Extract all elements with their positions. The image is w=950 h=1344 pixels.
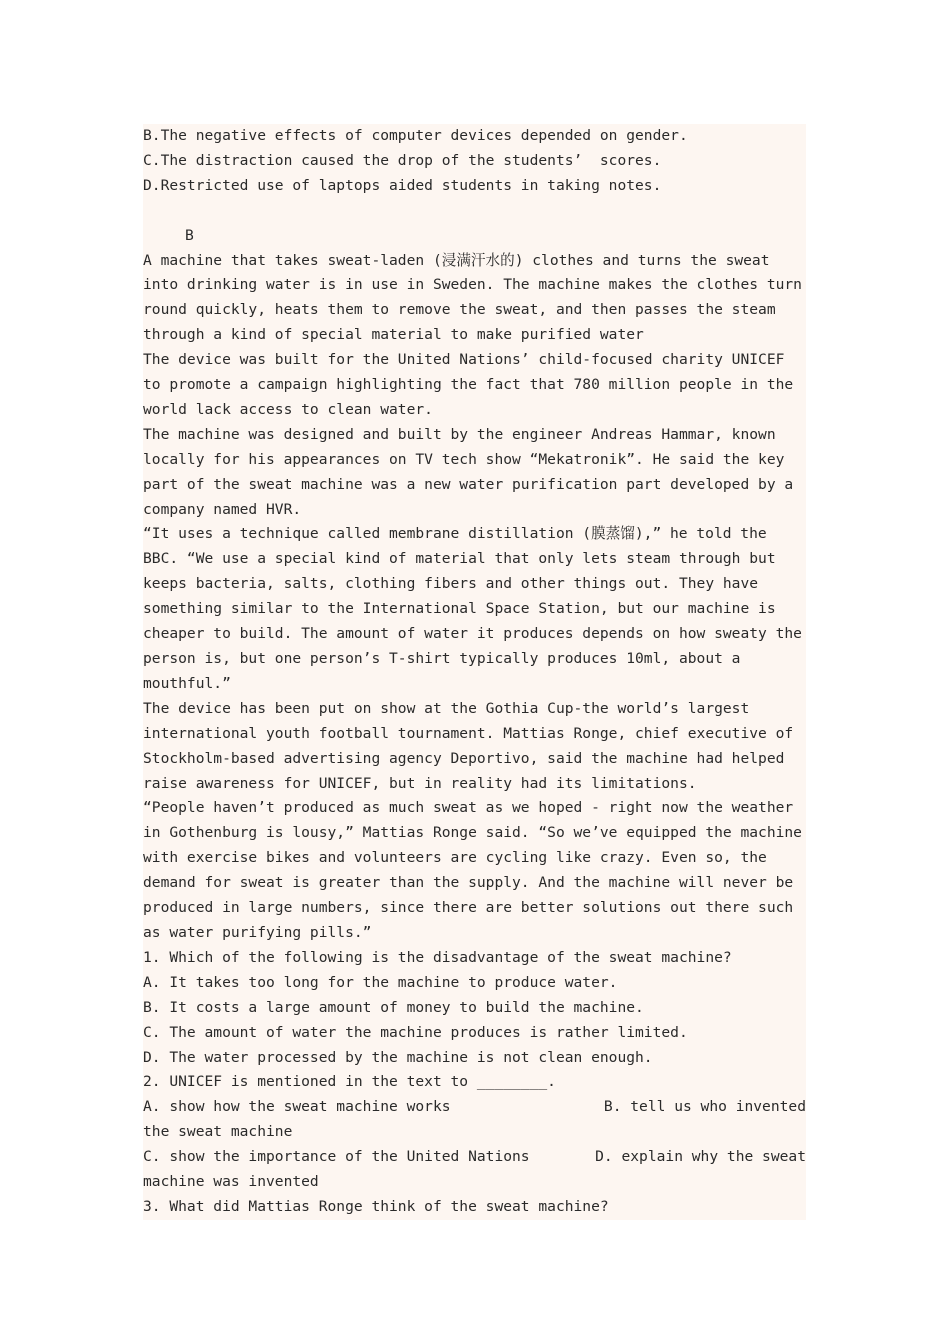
question-2-option-c: C. show the importance of the United Nations [143,1148,530,1166]
passage-paragraph-1: A machine that takes sweat-laden (浸满汗水的) clothes and turns the sweat into drinking water is in use in Sweden. The machine makes the clothes turn round quickly, heats them to remove the sweat, and then passes the steam through a kind of special material to make purified water [143,251,802,344]
question-2-option-b-continued: the sweat machine [143,1123,293,1141]
question-3-stem: 3. What did Mattias Ronge think of the sweat machine? [143,1197,609,1215]
question-1-option-a: A. It takes too long for the machine to produce water. [143,973,618,991]
passage-paragraph-5: The device has been put on show at the Gothia Cup-the world’s largest international youth football tournament. Mattias Ronge, chief executive of Stockholm-based advertising agency Deportivo, said the machine had helped raise awareness for UNICEF, but in reality had its limitations. [143,699,794,792]
passage-paragraph-4: “It uses a technique called membrane distillation (膜蒸馏),” he told the BBC. “We use a special kind of material that only lets steam through but keeps bacteria, salts, clothing fibers and other things out. They have something similar to the International Space Station, but our machine is cheaper to build. The amount of water it produces depends on how sweaty the person is, but one person’s T-shirt typically produces 10ml, about a mouthful.” [143,525,802,692]
prev-option-b: B.The negative effects of computer devices depended on gender. [143,127,688,144]
question-1-option-b: B. It costs a large amount of money to build the machine. [143,998,644,1016]
prev-option-d: D.Restricted use of laptops aided students in taking notes. [143,176,662,194]
question-2-options-cd [143,1145,806,1170]
question-2-option-d-continued: machine was invented [143,1173,319,1191]
question-2-option-d: D. explain why the sweat [595,1148,806,1166]
question-1-stem: 1. Which of the following is the disadvantage of the sweat machine? [143,948,732,966]
prev-option-c: C.The distraction caused the drop of the students’ scores. [143,151,662,169]
document-text-block [143,124,806,1220]
question-1-option-c: C. The amount of water the machine produces is rather limited. [143,1023,688,1041]
passage-paragraph-3: The machine was designed and built by the engineer Andreas Hammar, known locally for his appearances on TV tech show “Mekatronik”. He said the key part of the sweat machine was a new water purification part developed by a company named HVR. [143,425,794,518]
question-2-option-b: B. tell us who invented [603,1098,806,1116]
passage-paragraph-2: The device was built for the United Nations’ child-focused charity UNICEF to promote a campaign highlighting the fact that 780 million people in the world lack access to clean water. [143,351,794,418]
blank-line [143,199,806,224]
question-2-option-a: A. show how the sweat machine works [143,1098,451,1116]
question-2-stem: 2. UNICEF is mentioned in the text to ________. [143,1073,556,1091]
section-label: B [185,226,194,244]
question-1-option-d: D. The water processed by the machine is not clean enough. [143,1048,653,1066]
passage-paragraph-6: “People haven’t produced as much sweat as we hoped - right now the weather in Gothenburg is lousy,” Mattias Ronge said. “So we’ve equipped the machine with exercise bikes and volunteers are cycling like crazy. Even so, the demand for sweat is greater than the supply. And the machine will never be produced in large numbers, since there are better solutions out there such as water purifying pills.” [143,799,802,941]
question-2-options-ab [143,1095,806,1120]
